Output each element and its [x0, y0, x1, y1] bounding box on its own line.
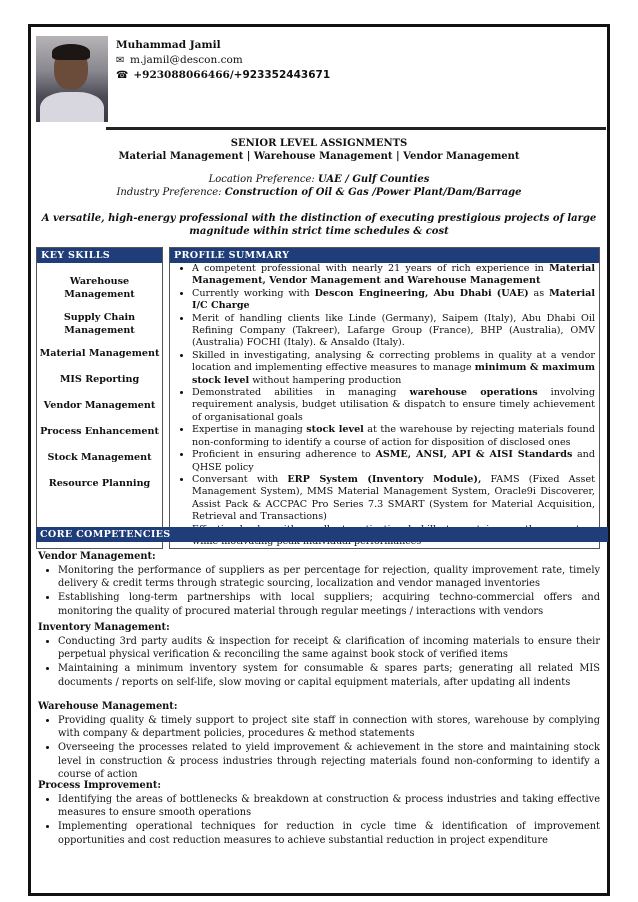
key-skills-header: KEY SKILLS [37, 248, 162, 263]
assignment-level: SENIOR LEVEL ASSIGNMENTS [230, 138, 408, 149]
profile-summary-header: PROFILE SUMMARY [170, 248, 599, 263]
competency-item: • Identifying the areas of bottlenecks & breakdown at construction & process industries and taking effective measures to ensure smooth operations [58, 793, 600, 819]
profile-photo [36, 36, 108, 122]
vendor-management-section [38, 551, 600, 619]
process-improvement-section [38, 780, 600, 848]
profile-summary-column [170, 248, 600, 549]
assignment-areas: Material Management | Warehouse Management | Vendor Management [118, 151, 520, 162]
phone-number-2: +923352443671 [233, 69, 331, 81]
competency-item: • Maintaining a minimum inventory system for consumable & spares parts; generating all related MIS documents / reports on self-life, slow moving or capital equipment materials, after updating all indents [58, 662, 600, 688]
location-preference [36, 174, 602, 185]
key-skills-column [37, 248, 163, 549]
section-title: Inventory Management: [38, 622, 170, 633]
profile-item: • Demonstrated abilities in managing warehouse operations involving requirement analysis, budget utilisation & dispatch to ensure timely achievement of organisational goals [192, 387, 595, 424]
profile-item: • Currently working with Descon Engineering, Abu Dhabi (UAE) as Material I/C Charge [192, 288, 595, 313]
candidate-name: Muhammad Jamil [116, 39, 221, 51]
profile-item: • Expertise in managing stock level at the warehouse by rejecting materials found non-conforming to identify a course of action for disposition of disclosed ones [192, 424, 595, 449]
skills-table [36, 247, 600, 549]
skill-item: MIS Reporting [59, 374, 140, 385]
location-label: Location Preference: [208, 174, 315, 185]
skill-item: Warehouse Management [64, 276, 135, 300]
location-value: UAE / Gulf Counties [317, 174, 430, 185]
inventory-management-section [38, 622, 600, 690]
phone-number-1: +923088066466/ [133, 69, 234, 81]
email-line [116, 53, 330, 69]
header-divider [106, 127, 606, 130]
profile-item: • Proficient in ensuring adherence to ASME, ANSI, API & AISI Standards and QHSE policy [192, 449, 595, 474]
phone-line [116, 68, 330, 84]
competency-item: • Monitoring the performance of suppliers as per percentage for rejection, quality improvement rate, timely delivery & credit terms through strategic sourcing, localization and vendor managed inventories [58, 564, 600, 590]
section-title: Vendor Management: [38, 551, 156, 562]
profile-summary-list [170, 263, 599, 548]
skill-item: Material Management [39, 348, 160, 359]
profile-item: • Skilled in investigating, analysing & correcting problems in quality at a vendor location and implementing effective measures to manage minimum & maximum stock level without hampering production [192, 350, 595, 387]
industry-label: Industry Preference: [116, 187, 222, 198]
skill-item: Vendor Management [43, 400, 156, 411]
competency-item: • Establishing long-term partnerships with local suppliers; acquiring techno-commercial offers and monitoring the quality of procured material through regular meetings / interactions with vendors [58, 591, 600, 617]
profile-item: • A competent professional with nearly 21 years of rich experience in Material Management, Vendor Management and Warehouse Management [192, 263, 595, 288]
skill-item: Process Enhancement [40, 426, 159, 437]
industry-preference [36, 187, 602, 198]
warehouse-management-section [38, 701, 600, 782]
profile-item: • Conversant with ERP System (Inventory Module), FAMS (Fixed Asset Management System), MMS Material Management System, Oracle9i Discoverer, Assist Pack & ACCPAC Pro Series 7.3 SMART (System for Material Acquisition, Retrieval and Transactions) [192, 474, 595, 524]
profile-item: • Merit of handling clients like Linde (Germany), Saipem (Italy), Abu Dhabi Oil Refining Company (Takreer), Lafarge Group (France), BHP (Australia), OMV (Australia) FOCHI (Italy). & Ansaldo (Italy). [192, 313, 595, 350]
competency-item: • Overseeing the processes related to yield improvement & achievement in the store and maintaining stock level in construction & process industries through rejecting materials found non-conforming to identify a course of action [58, 741, 600, 781]
section-title: Warehouse Management: [38, 701, 178, 712]
envelope-icon: ✉ [116, 54, 125, 66]
competency-item: • Implementing operational techniques for reduction in cycle time & identification of improvement opportunities and cost reduction measures to achieve substantial reduction in project expenditure [58, 820, 600, 846]
phone-icon: ☎ [116, 70, 129, 81]
skill-item: Stock Management [47, 452, 152, 463]
skill-item: Supply Chain Management [63, 312, 136, 336]
core-competencies-header: CORE COMPETENCIES [36, 527, 608, 542]
section-title: Process Improvement: [38, 780, 161, 791]
contact-block [116, 38, 330, 84]
competency-item: • Providing quality & timely support to project site staff in connection with stores, warehouse by complying with company & department policies, procedures & method statements [58, 714, 600, 740]
email-address: m.jamil@descon.com [130, 53, 243, 66]
professional-summary: A versatile, high-energy professional with the distinction of executing prestigious projects of large magnitude within strict time schedules & cost [41, 213, 597, 237]
industry-value: Construction of Oil & Gas /Power Plant/Dam/Barrage [224, 187, 522, 198]
competency-item: • Conducting 3rd party audits & inspection for receipt & clarification of incoming materials to ensure their perpetual physical verification & reconciling the same against book stock of verified items [58, 635, 600, 661]
skill-item: Resource Planning [48, 478, 151, 489]
